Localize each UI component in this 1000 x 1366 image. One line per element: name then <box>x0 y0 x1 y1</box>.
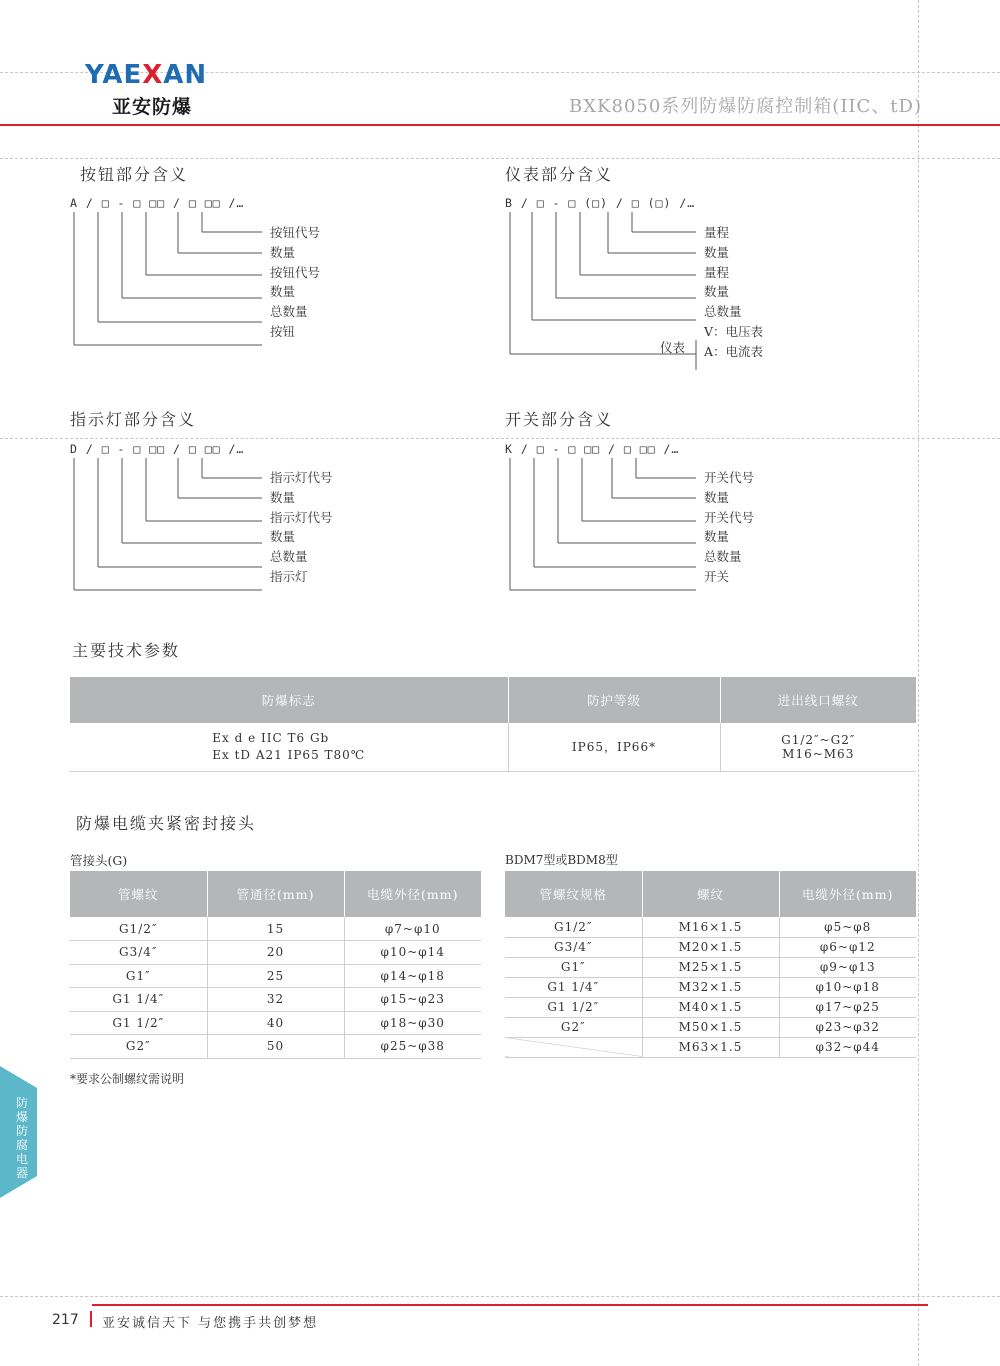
button-label: 数量 <box>270 284 296 299</box>
table-row <box>70 1011 481 1035</box>
lamp-label: 总数量 <box>270 549 308 564</box>
page-number: 217 <box>52 1312 79 1328</box>
table-cell: G1/2″ <box>505 917 642 937</box>
table-cell: G1 1/4″ <box>505 977 642 997</box>
lamp-label: 指示灯代号 <box>270 470 333 485</box>
table-cell: M50×1.5 <box>642 1017 779 1037</box>
table-cell: M20×1.5 <box>642 937 779 957</box>
meter-type-label: 仪表 <box>660 340 686 355</box>
table-header: 螺纹 <box>642 871 779 917</box>
table-cell: φ7~φ10 <box>344 917 481 941</box>
button-diagram-title: 按钮部分含义 <box>80 165 189 184</box>
table-row <box>70 941 481 965</box>
button-label: 按钮 <box>270 324 296 339</box>
table-row <box>70 964 481 988</box>
empty-cell-diagonal <box>505 1037 642 1057</box>
table-row <box>505 917 916 937</box>
table-row <box>505 937 916 957</box>
table-header: 进出线口螺纹 <box>720 677 916 723</box>
meter-diagram-title: 仪表部分含义 <box>505 165 614 184</box>
lamp-code-pattern: D / □ - □ □□ / □ □□ /… <box>70 442 245 456</box>
table-row <box>505 1017 916 1037</box>
metric-thread-note: *要求公制螺纹需说明 <box>70 1072 185 1086</box>
table-row <box>70 988 481 1012</box>
table-cell: G3/4″ <box>505 937 642 957</box>
category-side-tab-label: 防爆防腐电器 <box>16 1096 29 1180</box>
table-cell: 25 <box>207 964 344 988</box>
table-cell: G1 1/2″ <box>70 1011 207 1035</box>
table-cell: M16×1.5 <box>642 917 779 937</box>
lamp-label: 指示灯代号 <box>270 510 333 525</box>
table-cell: G1/2″ <box>70 917 207 941</box>
tech-params-title: 主要技术参数 <box>72 641 181 660</box>
protection-cell: IP65，IP66* <box>508 723 720 771</box>
table-cell: φ23~φ32 <box>779 1017 916 1037</box>
lamp-diagram-title: 指示灯部分含义 <box>70 410 197 429</box>
bdm-gland-table <box>505 871 916 1058</box>
table-cell: φ10~φ14 <box>344 941 481 965</box>
switch-diagram-title: 开关部分含义 <box>505 410 614 429</box>
switch-label: 开关代号 <box>704 470 755 485</box>
table-cell: φ15~φ23 <box>344 988 481 1012</box>
table-cell: φ14~φ18 <box>344 964 481 988</box>
table-row <box>70 1035 481 1059</box>
table-header: 电缆外径(mm) <box>344 871 481 917</box>
tech-params-table <box>70 677 916 772</box>
button-label: 数量 <box>270 245 296 260</box>
meter-code-pattern: B / □ - □ (□) / □ (□) /… <box>505 196 696 210</box>
meter-label: 量程 <box>704 225 730 240</box>
ex-marking-gas: Ex d e IIC T6 Gb <box>212 730 330 745</box>
bdm-table-caption: BDM7型或BDM8型 <box>505 853 618 867</box>
footer-slogan: 亚安诚信天下 与您携手共创梦想 <box>102 1316 319 1331</box>
lamp-label: 指示灯 <box>270 569 308 584</box>
table-header: 电缆外径(mm) <box>779 871 916 917</box>
meter-label: 数量 <box>704 245 730 260</box>
table-cell: φ32~φ44 <box>779 1037 916 1057</box>
table-header: 管通径(mm) <box>207 871 344 917</box>
meter-type-ammeter: A：电流表 <box>704 344 764 359</box>
table-cell: G2″ <box>70 1035 207 1059</box>
button-label: 总数量 <box>270 304 308 319</box>
table-cell: φ10~φ18 <box>779 977 916 997</box>
button-label: 按钮代号 <box>270 265 321 280</box>
thread-metric: M16~M63 <box>782 746 855 761</box>
table-cell: G1″ <box>70 964 207 988</box>
lamp-label: 数量 <box>270 529 296 544</box>
meter-label: 量程 <box>704 265 730 280</box>
ex-marking-cell <box>70 723 508 771</box>
table-header: 防爆标志 <box>70 677 508 723</box>
table-header: 防护等级 <box>508 677 720 723</box>
page-title: BXK8050系列防爆防腐控制箱(IIC、tD) <box>569 96 922 117</box>
logo-chinese-name: 亚安防爆 <box>112 96 193 118</box>
pipe-table-caption: 管接头(G) <box>70 853 128 868</box>
table-cell: φ25~φ38 <box>344 1035 481 1059</box>
table-cell: 40 <box>207 1011 344 1035</box>
switch-tree-lines <box>0 0 1000 600</box>
table-cell: M40×1.5 <box>642 997 779 1017</box>
table-cell: G1 1/2″ <box>505 997 642 1017</box>
table-cell: M63×1.5 <box>642 1037 779 1057</box>
guide-line <box>0 1296 1000 1297</box>
table-row <box>505 997 916 1017</box>
table-cell: G1 1/4″ <box>70 988 207 1012</box>
table-cell: φ9~φ13 <box>779 957 916 977</box>
table-row <box>505 957 916 977</box>
table-cell: φ5~φ8 <box>779 917 916 937</box>
table-cell: φ17~φ25 <box>779 997 916 1017</box>
table-header: 管螺纹规格 <box>505 871 642 917</box>
table-header: 管螺纹 <box>70 871 207 917</box>
footer-rule <box>92 1304 928 1306</box>
pipe-gland-table <box>70 871 481 1059</box>
lamp-label: 数量 <box>270 490 296 505</box>
switch-label: 开关代号 <box>704 510 755 525</box>
table-row <box>70 917 481 941</box>
meter-label: 数量 <box>704 284 730 299</box>
table-cell: M32×1.5 <box>642 977 779 997</box>
meter-type-voltmeter: V：电压表 <box>704 324 764 339</box>
table-cell: 20 <box>207 941 344 965</box>
switch-code-pattern: K / □ - □ □□ / □ □□ /… <box>505 442 680 456</box>
switch-label: 数量 <box>704 529 730 544</box>
thread-cell <box>720 723 916 771</box>
button-label: 按钮代号 <box>270 225 321 240</box>
ex-marking-dust: Ex tD A21 IP65 T80℃ <box>212 747 366 762</box>
button-code-pattern: A / □ - □ □□ / □ □□ /… <box>70 196 245 210</box>
switch-label: 数量 <box>704 490 730 505</box>
thread-pipe: G1/2″~G2″ <box>781 732 856 747</box>
logo-wordmark: YAEXAN <box>85 60 208 90</box>
table-row <box>505 977 916 997</box>
footer-separator <box>90 1311 92 1327</box>
table-row <box>505 1037 916 1057</box>
table-cell: 50 <box>207 1035 344 1059</box>
table-cell: φ6~φ12 <box>779 937 916 957</box>
switch-label: 开关 <box>704 569 730 584</box>
table-cell: G2″ <box>505 1017 642 1037</box>
table-row <box>70 723 916 771</box>
table-cell: φ18~φ30 <box>344 1011 481 1035</box>
table-cell: G3/4″ <box>70 941 207 965</box>
table-cell: G1″ <box>505 957 642 977</box>
table-cell: M25×1.5 <box>642 957 779 977</box>
cable-gland-title: 防爆电缆夹紧密封接头 <box>76 814 257 833</box>
table-cell: 15 <box>207 917 344 941</box>
switch-label: 总数量 <box>704 549 742 564</box>
meter-label: 总数量 <box>704 304 742 319</box>
table-cell: 32 <box>207 988 344 1012</box>
